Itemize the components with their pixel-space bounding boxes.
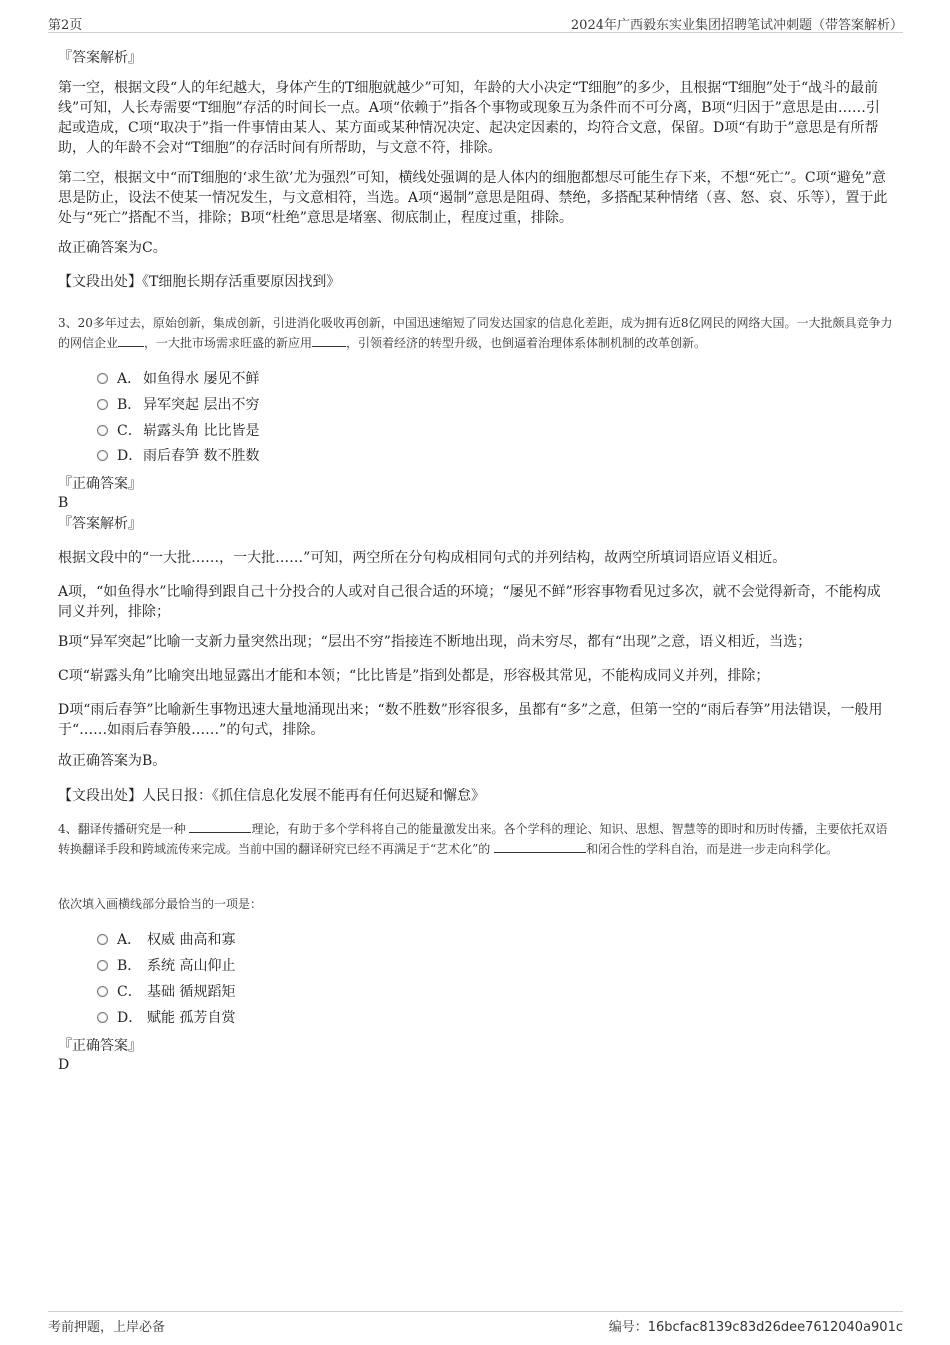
q3-option-a[interactable]: A． 如鱼得水 屡见不鲜 <box>97 370 259 388</box>
document-title: 2024年广西毅东实业集团招聘笔试冲刺题（带答案解析） <box>570 18 903 33</box>
q4-option-c[interactable]: C． 基础 循规蹈矩 <box>97 983 235 1001</box>
page-header <box>48 12 903 33</box>
q3-number: 3、 <box>58 316 78 330</box>
q4-option-a[interactable]: A． 权威 曲高和寡 <box>97 931 235 949</box>
q3-analysis-p3: B项“异军突起”比喻一支新力量突然出现；“层出不穷”指接连不断地出现，尚未穷尽，都有“出现”之意，语义相近，当选； <box>58 634 812 650</box>
q4-option-b[interactable]: B． 系统 高山仰止 <box>97 957 235 975</box>
q2-analysis-para2: 第二空，根据文中“而T细胞的‘求生欲’尤为强烈”可知，横线处强调的是人体内的细胞都想尽可能生存下来，不想“死亡”。C项“避免”意思是防止，设法不使某一情况发生，与文意相符，当选。A项“遏制”意思是阻碍、禁绝，多搭配某种情绪（喜、怒、哀、乐等），置于此处与“死亡”搭配不当，排除；B项“杜绝”意思是堵塞、彻底制止，程度过重，排除。 <box>58 170 888 226</box>
q3-stem <box>58 313 893 353</box>
q3-analysis-p2: A项，“如鱼得水”比喻得到跟自己十分投合的人或对自己很合适的环境；“屡见不鲜”形容事物看见过多次，就不会觉得新奇，不能构成同义并列，排除； <box>58 584 881 620</box>
radio-icon[interactable] <box>97 960 108 971</box>
page-footer <box>48 1311 903 1336</box>
q3-stem-part-c: ，引领着经济的转型升级，也倒逼着治理体系体制机制的改革创新。 <box>346 336 707 350</box>
q3-correct-answer: B <box>58 495 69 511</box>
q2-source: 【文段出处】《T细胞长期存活重要原因找到》 <box>58 274 341 290</box>
page-number: 第2页 <box>48 18 83 33</box>
footer-code-value: 16bcfac8139c83d26dee7612040a901c <box>647 1320 903 1335</box>
radio-icon[interactable] <box>97 399 108 410</box>
q2-analysis-heading: 『答案解析』 <box>58 50 142 66</box>
q3-blank-1 <box>118 346 144 347</box>
q3-stem-part-a: 20多年过去，原始创新，集成创新，引进消化吸收再创新，中国迅速缩短了同发达国家的信息化差距，成为拥有近8亿网民的网络大国。一大批颇具竞争力的网信企业 <box>58 316 893 350</box>
q3-analysis-p1: 根据文段中的“一大批……，一大批……”可知，两空所在分句构成相同句式的并列结构，故两空所填词语应语义相近。 <box>58 550 787 566</box>
q4-correct-heading: 『正确答案』 <box>58 1038 142 1054</box>
q3-blank-2 <box>312 346 346 347</box>
q2-conclusion: 故正确答案为C。 <box>58 240 167 256</box>
radio-icon[interactable] <box>97 450 108 461</box>
radio-icon[interactable] <box>97 986 108 997</box>
q4-stem-part-b: 理论，有助于多个学科将自己的能量激发出来。各个学科的理论、知识、思想、智慧等的即时和历时传播，主要依托双语转换翻译手段和跨域流传来完成。当前中国的翻译研究已经不再满足于“艺术化”的 <box>58 822 888 856</box>
q4-number: 4、 <box>58 822 78 836</box>
q3-analysis-p5: D项“雨后春笋”比喻新生事物迅速大量地涌现出来；“数不胜数”形容很多，虽都有“多”之意，但第一空的“雨后春笋”用法错误，一般用于“……如雨后春笋般……”的句式，排除。 <box>58 702 883 738</box>
q4-stem-part-c: 和闭合性的学科自治，而是进一步走向科学化。 <box>586 842 839 856</box>
q4-correct-answer: D <box>58 1057 70 1073</box>
q3-source: 【文段出处】人民日报：《抓住信息化发展不能再有任何迟疑和懈怠》 <box>58 788 485 804</box>
q3-conclusion: 故正确答案为B。 <box>58 753 167 769</box>
q4-prompt: 依次填入画横线部分最恰当的一项是： <box>58 897 263 911</box>
q4-stem <box>58 819 893 859</box>
q3-option-b[interactable]: B． 异军突起 层出不穷 <box>97 396 259 414</box>
radio-icon[interactable] <box>97 373 108 384</box>
q3-option-d[interactable]: D．雨后春笋 数不胜数 <box>97 447 259 465</box>
radio-icon[interactable] <box>97 1012 108 1023</box>
q3-analysis-heading: 『答案解析』 <box>58 516 142 532</box>
q4-blank-1 <box>189 832 251 833</box>
footer-code <box>609 1316 903 1335</box>
footer-code-label: 编号： <box>608 1320 648 1335</box>
q3-correct-heading: 『正确答案』 <box>58 476 142 492</box>
q4-option-d[interactable]: D． 赋能 孤芳自赏 <box>97 1009 235 1027</box>
q3-option-c[interactable]: C．崭露头角 比比皆是 <box>97 422 259 440</box>
q4-blank-2 <box>494 852 586 853</box>
radio-icon[interactable] <box>97 934 108 945</box>
q3-stem-part-b: ，一大批市场需求旺盛的新应用 <box>144 336 313 350</box>
q3-analysis-p4: C项“崭露头角”比喻突出地显露出才能和本领；“比比皆是”指到处都是，形容极其常见，不能构成同义并列，排除； <box>58 668 770 684</box>
q4-stem-part-a: 翻译传播研究是一种 <box>77 822 190 836</box>
q2-analysis-para1: 第一空，根据文段“人的年纪越大，身体产生的T细胞就越少”可知，年龄的大小决定“T细胞”的多少，且根据“T细胞”处于“战斗的最前线”可知，人长寿需要“T细胞”存活的时间长一点。A项“依赖于”指各个事物或现象互为条件而不可分离，B项“归因于”意思是由……引起或造成，C项“取决于”指一件事情由某人、某方面或某种情况决定、起决定因素的，均符合文意，保留。D项“有助于”意思是有所帮助，人的年龄不会对“T细胞”的存活时间有所帮助，与文意不符，排除。 <box>58 80 880 156</box>
footer-motto: 考前押题，上岸必备 <box>48 1320 166 1335</box>
radio-icon[interactable] <box>97 425 108 436</box>
